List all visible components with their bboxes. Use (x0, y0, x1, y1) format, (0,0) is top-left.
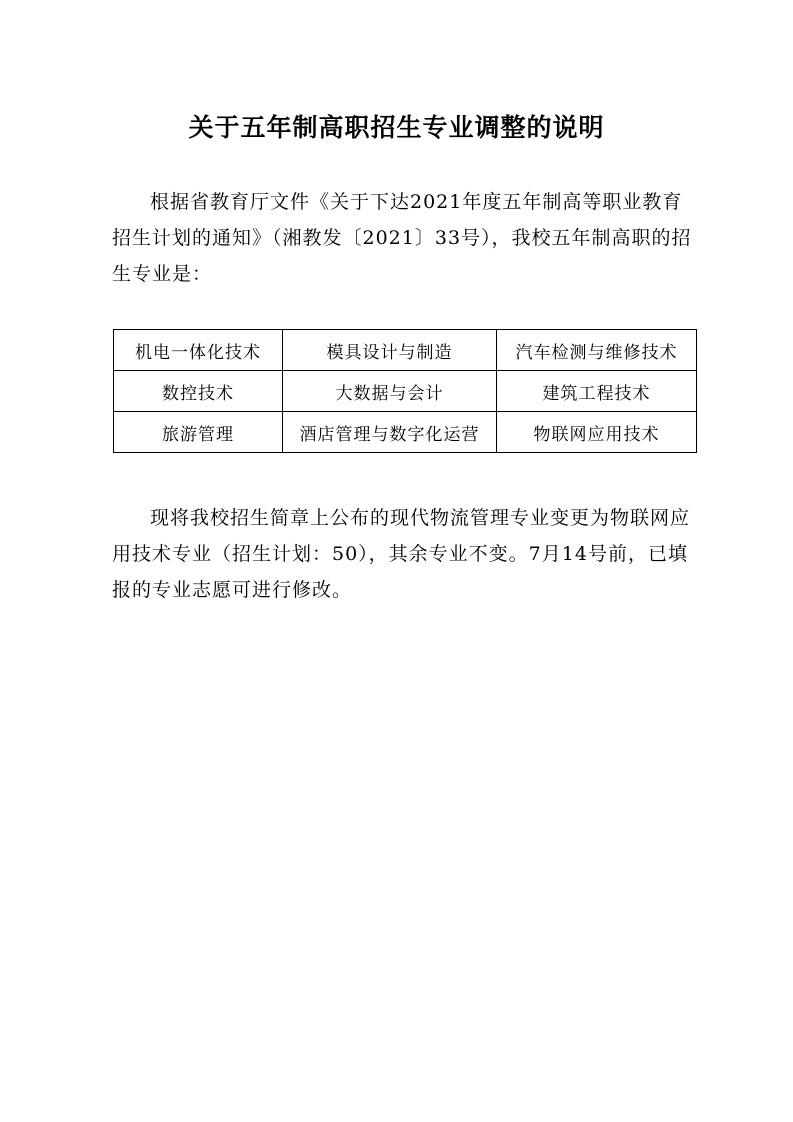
table-row (114, 371, 697, 412)
table-cell: 旅游管理 (114, 412, 283, 453)
document-title: 关于五年制高职招生专业调整的说明 (188, 113, 605, 142)
table-row (114, 412, 697, 453)
majors-table (113, 329, 697, 453)
table-cell: 建筑工程技术 (497, 371, 697, 412)
notice-paragraph: 现将我校招生简章上公布的现代物流管理专业变更为物联网应用技术专业（招生计划：50），其余专业不变。7月14号前，已填报的专业志愿可进行修改。 (112, 507, 691, 601)
table-cell: 酒店管理与数字化运营 (283, 412, 497, 453)
intro-paragraph: 根据省教育厅文件《关于下达2021年度五年制高等职业教育招生计划的通知》（湘教发〔2021〕33号），我校五年制高职的招生专业是： (112, 191, 692, 285)
table-cell: 大数据与会计 (283, 371, 497, 412)
table-cell: 模具设计与制造 (283, 330, 497, 371)
table-row (114, 330, 697, 371)
table-cell: 汽车检测与维修技术 (497, 330, 697, 371)
table-cell: 数控技术 (114, 371, 283, 412)
table-cell: 机电一体化技术 (114, 330, 283, 371)
table-cell: 物联网应用技术 (497, 412, 697, 453)
